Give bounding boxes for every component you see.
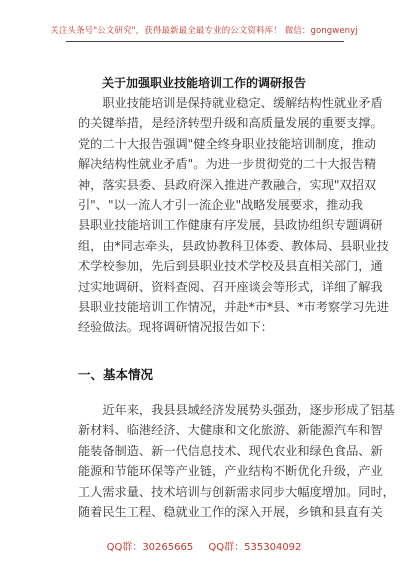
basic-situation-paragraph bbox=[78, 400, 395, 522]
paragraph-line: 引"、"以一流人才引一流企业"战略发展要求，推动我 bbox=[78, 197, 363, 212]
document-title: 关于加强职业技能培训工作的调研报告 bbox=[101, 76, 306, 90]
paragraph-line: 过实地调研、资料查阅、召开座谈会等形式，详细了解我 bbox=[78, 279, 383, 294]
qq-group-1: QQ群：30265665 bbox=[106, 542, 194, 553]
paragraph-line: 县职业技能培训工作健康有序发展，县政协组织专题调研 bbox=[78, 218, 383, 233]
paragraph-line: 工人需求量、技术培训与创新需求同步大幅度增加。同时， bbox=[78, 484, 395, 499]
paragraph-line: 党的二十大报告强调"健全终身职业技能培训制度，推动 bbox=[78, 136, 377, 151]
paragraph-line: 术学校参加，先后到县职业技术学校及县直相关部门，通 bbox=[78, 259, 383, 274]
paragraph-line: 随着民生工程、稳就业工作的深入开展，乡镇和县直有关 bbox=[78, 504, 383, 519]
header-divider bbox=[66, 41, 344, 42]
paragraph-line: 组，由*同志牵头，县政协教科卫体委、教体局、县职业技 bbox=[78, 238, 389, 253]
footer-contacts bbox=[0, 538, 408, 553]
paragraph-line: 能装备制造、新一代信息技术、现代农业和绿色食品、新 bbox=[78, 443, 383, 458]
paragraph-line: 神，落实县委、县政府深入推进产教融合，实现"双招双 bbox=[78, 177, 377, 192]
paragraph-line: 新材料、临港经济、大健康和文化旅游、新能源汽车和智 bbox=[78, 423, 383, 438]
paragraph-line: 的关键举措，是经济转型升级和高质量发展的重要支撑。 bbox=[78, 116, 383, 131]
paragraph-line: 职业技能培训是保持就业稳定、缓解结构性就业矛盾 bbox=[78, 96, 383, 110]
intro-paragraph bbox=[78, 93, 389, 338]
paragraph-line: 县职业技能培训工作情况，并赴*市*县、*市考察学习先进 bbox=[78, 299, 389, 314]
qq-group-2: QQ群：535304092 bbox=[208, 542, 302, 553]
section-heading: 一、基本情况 bbox=[78, 367, 154, 382]
header-banner: 关注头条号"公文研究"，获得最新最全最专业的公文资料库！ 微信：gongwenyj bbox=[50, 26, 358, 36]
paragraph-line: 近年来，我县县域经济发展势头强劲，逐步形成了铝基 bbox=[78, 403, 395, 417]
paragraph-line: 解决结构性就业矛盾"。为进一步贯彻党的二十大报告精 bbox=[78, 157, 377, 172]
paragraph-line: 能源和节能环保等产业链，产业结构不断优化升级，产业 bbox=[78, 464, 383, 479]
paragraph-line: 经验做法。现将调研情况报告如下： bbox=[78, 320, 273, 335]
